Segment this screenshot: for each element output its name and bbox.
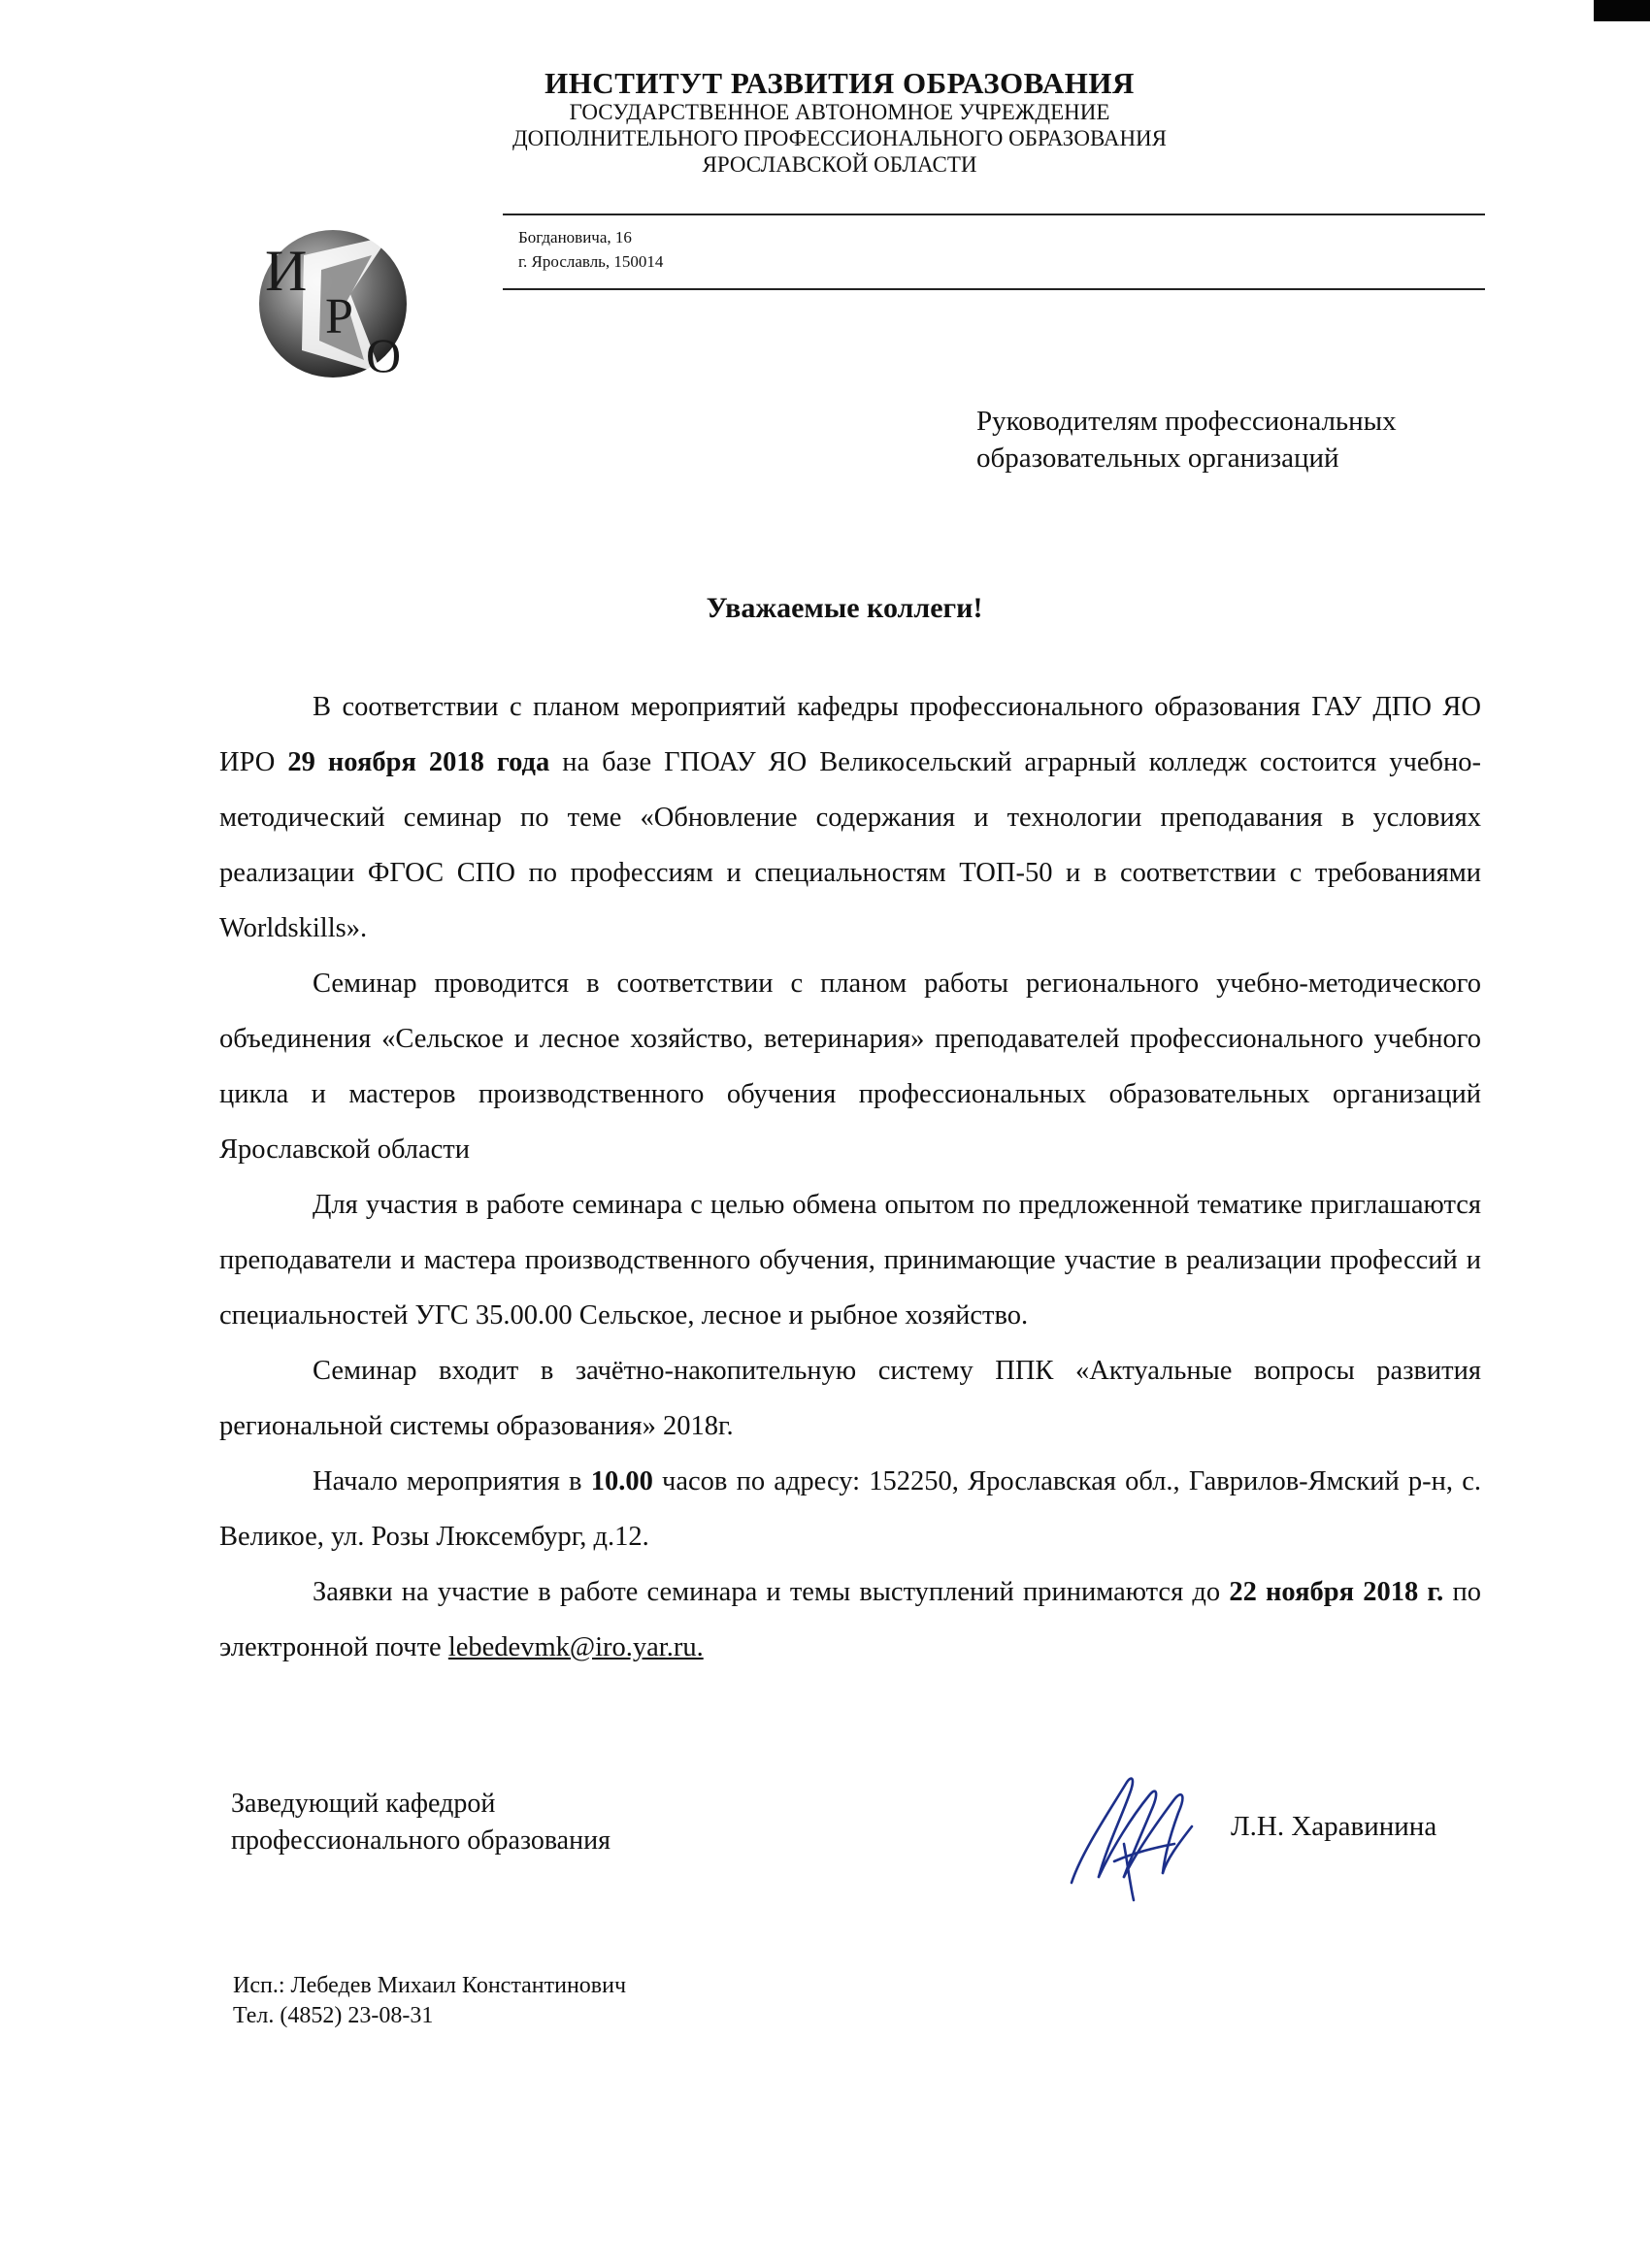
start-time: 10.00 [590, 1466, 653, 1496]
address-bottom-rule [503, 288, 1485, 290]
paragraph-1 [219, 679, 1481, 956]
address-city: г. Ярославль, 150014 [518, 252, 664, 271]
paragraph-1-text-a: В соответствии с планом мероприятий кафедры профессионального образования ГАУ ДПО ЯО ИРО [219, 692, 1481, 777]
paragraph-6-text-a: Заявки на участие в работе семинара и темы выступлений принимаются до [313, 1577, 1230, 1607]
institute-name: ИНСТИТУТ РАЗВИТИЯ ОБРАЗОВАНИЯ [544, 66, 1135, 100]
deadline-date: 22 ноября 2018 г. [1229, 1577, 1444, 1607]
paragraph-2: Семинар проводится в соответствии с планом работы регионального учебно-методического объединения «Сельское и лесное хозяйство, ветеринария» преподавателей профессионального учебного цикла и мастеров производственного обучения профессиональных образовательных организаций Ярославской области [219, 969, 1481, 1165]
logo-letter-i: И [265, 239, 308, 303]
signatory-title-line-1: Заведующий кафедрой [231, 1789, 496, 1819]
address-street: Богдановича, 16 [518, 228, 632, 247]
paragraph-3: Для участия в работе семинара с целью обмена опытом по предложенной тематике приглашаются преподаватели и мастера производственного обучения, принимающие участие в реализации профессий и специальностей УГС 35.00.00 Сельское, лесное и рыбное хозяйство. [219, 1190, 1481, 1331]
salutation: Уважаемые коллеги! [706, 592, 983, 624]
institution-type-line-2: ДОПОЛНИТЕЛЬНОГО ПРОФЕССИОНАЛЬНОГО ОБРАЗОВАНИЯ [512, 126, 1168, 150]
executor-info [233, 1971, 626, 2031]
scan-edge-mark [1594, 0, 1650, 21]
letter-body [219, 679, 1481, 1675]
paragraph-5-text-a: Начало мероприятия в [313, 1466, 591, 1496]
logo-letter-o: О [366, 328, 402, 381]
institution-type-line: ГОСУДАРСТВЕННОЕ АВТОНОМНОЕ УЧРЕЖДЕНИЕ [569, 100, 1110, 124]
email-link[interactable]: lebedevmk@iro.yar.ru. [447, 1632, 704, 1662]
paragraph-6 [219, 1564, 1481, 1675]
address-block [503, 214, 1485, 290]
iro-logo-icon [236, 226, 425, 381]
handwritten-signature-icon [1064, 1759, 1209, 1904]
paragraph-6-text-b: по электронной почте [219, 1577, 1481, 1662]
executor-phone: Тел. (4852) 23-08-31 [233, 2003, 434, 2028]
signatory-name: Л.Н. Харавинина [1231, 1811, 1437, 1842]
recipient-line-1: Руководителям профессиональных [976, 406, 1397, 437]
institution-region-line: ЯРОСЛАВСКОЙ ОБЛАСТИ [702, 152, 977, 177]
paragraph-1-text-b: на базе ГПОАУ ЯО Великосельский аграрный колледж состоится учебно-методический семинар по теме «Обновление содержания и технологии преподавания в условиях реализации ФГОС СПО по профессиям и специальностям ТОП-50 и в соответствии с требованиями Worldskills». [219, 747, 1481, 943]
paragraph-5-text-b: часов по адресу: 152250, Ярославская обл., Гаврилов-Ямский р-н, с. Великое, ул. Розы Люксембург, д.12. [219, 1466, 1482, 1552]
logo-letter-r: Р [325, 289, 353, 345]
paragraph-4: Семинар входит в зачётно-накопительную систему ППК «Актуальные вопросы развития региональной системы образования» 2018г. [219, 1356, 1481, 1441]
signatory-title-line-2: профессионального образования [231, 1825, 610, 1856]
recipient-block [976, 403, 1481, 477]
executor-name: Исп.: Лебедев Михаил Константинович [233, 1973, 627, 1998]
paragraph-5 [219, 1454, 1481, 1564]
seminar-date: 29 ноября 2018 года [287, 747, 550, 777]
letterhead [359, 68, 1320, 178]
recipient-line-2: образовательных организаций [976, 443, 1339, 474]
signatory-title [231, 1786, 610, 1859]
